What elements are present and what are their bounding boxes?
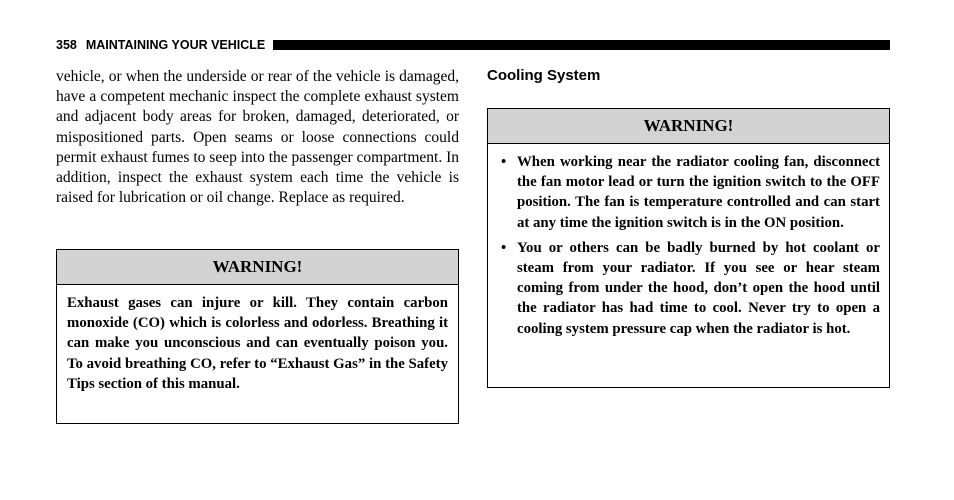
warning-title: WARNING!: [488, 109, 889, 144]
bullet-icon: •: [501, 239, 507, 256]
exhaust-warning-box: [56, 249, 459, 424]
section-title: MAINTAINING YOUR VEHICLE: [85, 38, 266, 52]
cooling-warning-box: [487, 108, 890, 388]
page-number: 358: [56, 38, 77, 52]
header-rule: [273, 40, 890, 50]
list-item: [498, 152, 880, 233]
page-header: [56, 37, 890, 53]
cooling-system-heading: Cooling System: [487, 67, 601, 84]
body-paragraph: vehicle, or when the underside or rear of the vehicle is damaged, have a competent mechanic inspect the complete exhaust system and adjacent body areas for broken, damaged, deteriorated, or mispositioned parts. Open seams or loose connections could permit exhaust fumes to seep into the passenger compartment. In addition, inspect the exhaust system each time the vehicle is raised for lubrication or oil change. Replace as required.: [56, 68, 459, 207]
list-item: [498, 238, 880, 339]
warning-title: WARNING!: [57, 250, 458, 285]
list-item-text: When working near the radiator cooling fan, disconnect the fan motor lead or turn the ignition switch to the OFF position. The fan is temperature controlled and can start at any time the ignition switch is in the ON position.: [517, 154, 880, 231]
bullet-icon: •: [501, 154, 507, 170]
list-item-text: You or others can be badly burned by hot coolant or steam from your radiator. If you see or hear steam coming from under the hood, don’t open the hood until the radiator has had time to cool. Never try to open a cooling system pressure cap when the radiator is hot.: [517, 239, 880, 337]
warning-text: Exhaust gases can injure or kill. They contain carbon monoxide (CO) which is colorless and odorless. Breathing it can make you unconscious and can eventually poison you. To avoid breathing CO, refer to “Exhaust Gas” in the Safety Tips section of this manual.: [67, 295, 448, 392]
warning-list: [488, 144, 889, 339]
